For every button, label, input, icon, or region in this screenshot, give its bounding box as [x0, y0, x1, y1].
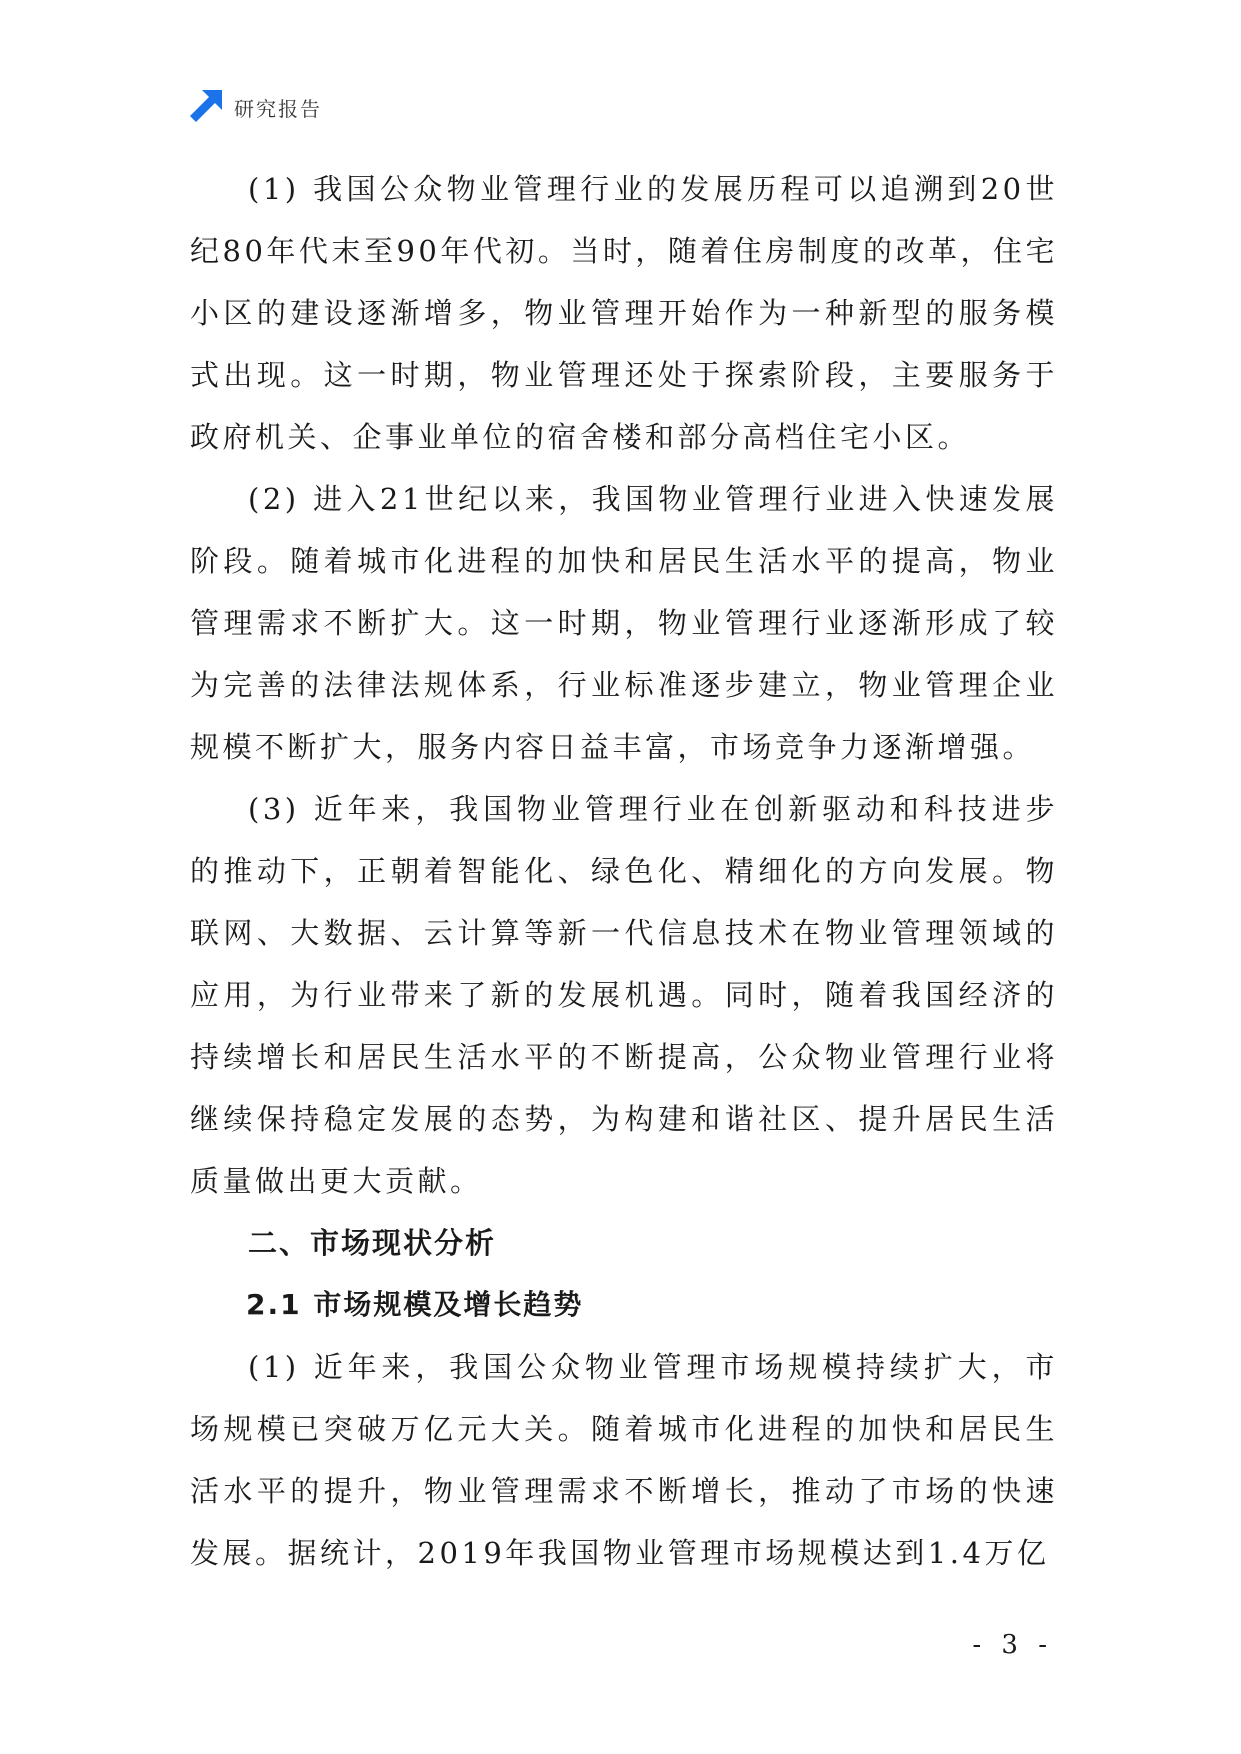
paragraph-market-1: (1) 近年来，我国公众物业管理市场规模持续扩大，市场规模已突破万亿元大关。随着城市化进程的加快和居民生活水平的提升，物业管理需求不断增长，推动了市场的快速发展。据统计，2019年我国物业管理市场规模达到1.4万亿 [190, 1350, 1058, 1570]
paragraph-history-3: (3) 近年来，我国物业管理行业在创新驱动和科技进步的推动下，正朝着智能化、绿色化、精细化的方向发展。物联网、大数据、云计算等新一代信息技术在物业管理领域的应用，为行业带来了新的发展机遇。同时，随着我国经济的持续增长和居民生活水平的不断提高，公众物业管理行业将继续保持稳定发展的态势，为构建和谐社区、提升居民生活质量做出更大贡献。 [190, 792, 1058, 1198]
subsection-heading: 2.1 市场规模及增长趋势 [246, 1288, 584, 1321]
arrow-up-right-icon [188, 90, 222, 124]
page-number: - 3 - [972, 1630, 1053, 1660]
document-body [190, 158, 1058, 1584]
section-heading: 二、市场现状分析 [248, 1226, 497, 1260]
paragraph-history-1: (1) 我国公众物业管理行业的发展历程可以追溯到20世纪80年代末至90年代初。当时，随着住房制度的改革，住宅小区的建设逐渐增多，物业管理开始作为一种新型的服务模式出现。这一时期，物业管理还处于探索阶段，主要服务于政府机关、企事业单位的宿舍楼和部分高档住宅小区。 [190, 172, 1058, 454]
paragraph-history-2: (2) 进入21世纪以来，我国物业管理行业进入快速发展阶段。随着城市化进程的加快和居民生活水平的提高，物业管理需求不断扩大。这一时期，物业管理行业逐渐形成了较为完善的法律法规体系，行业标准逐步建立，物业管理企业规模不断扩大，服务内容日益丰富，市场竞争力逐渐增强。 [190, 482, 1058, 764]
report-header [188, 90, 322, 124]
header-title: 研究报告 [234, 96, 322, 121]
